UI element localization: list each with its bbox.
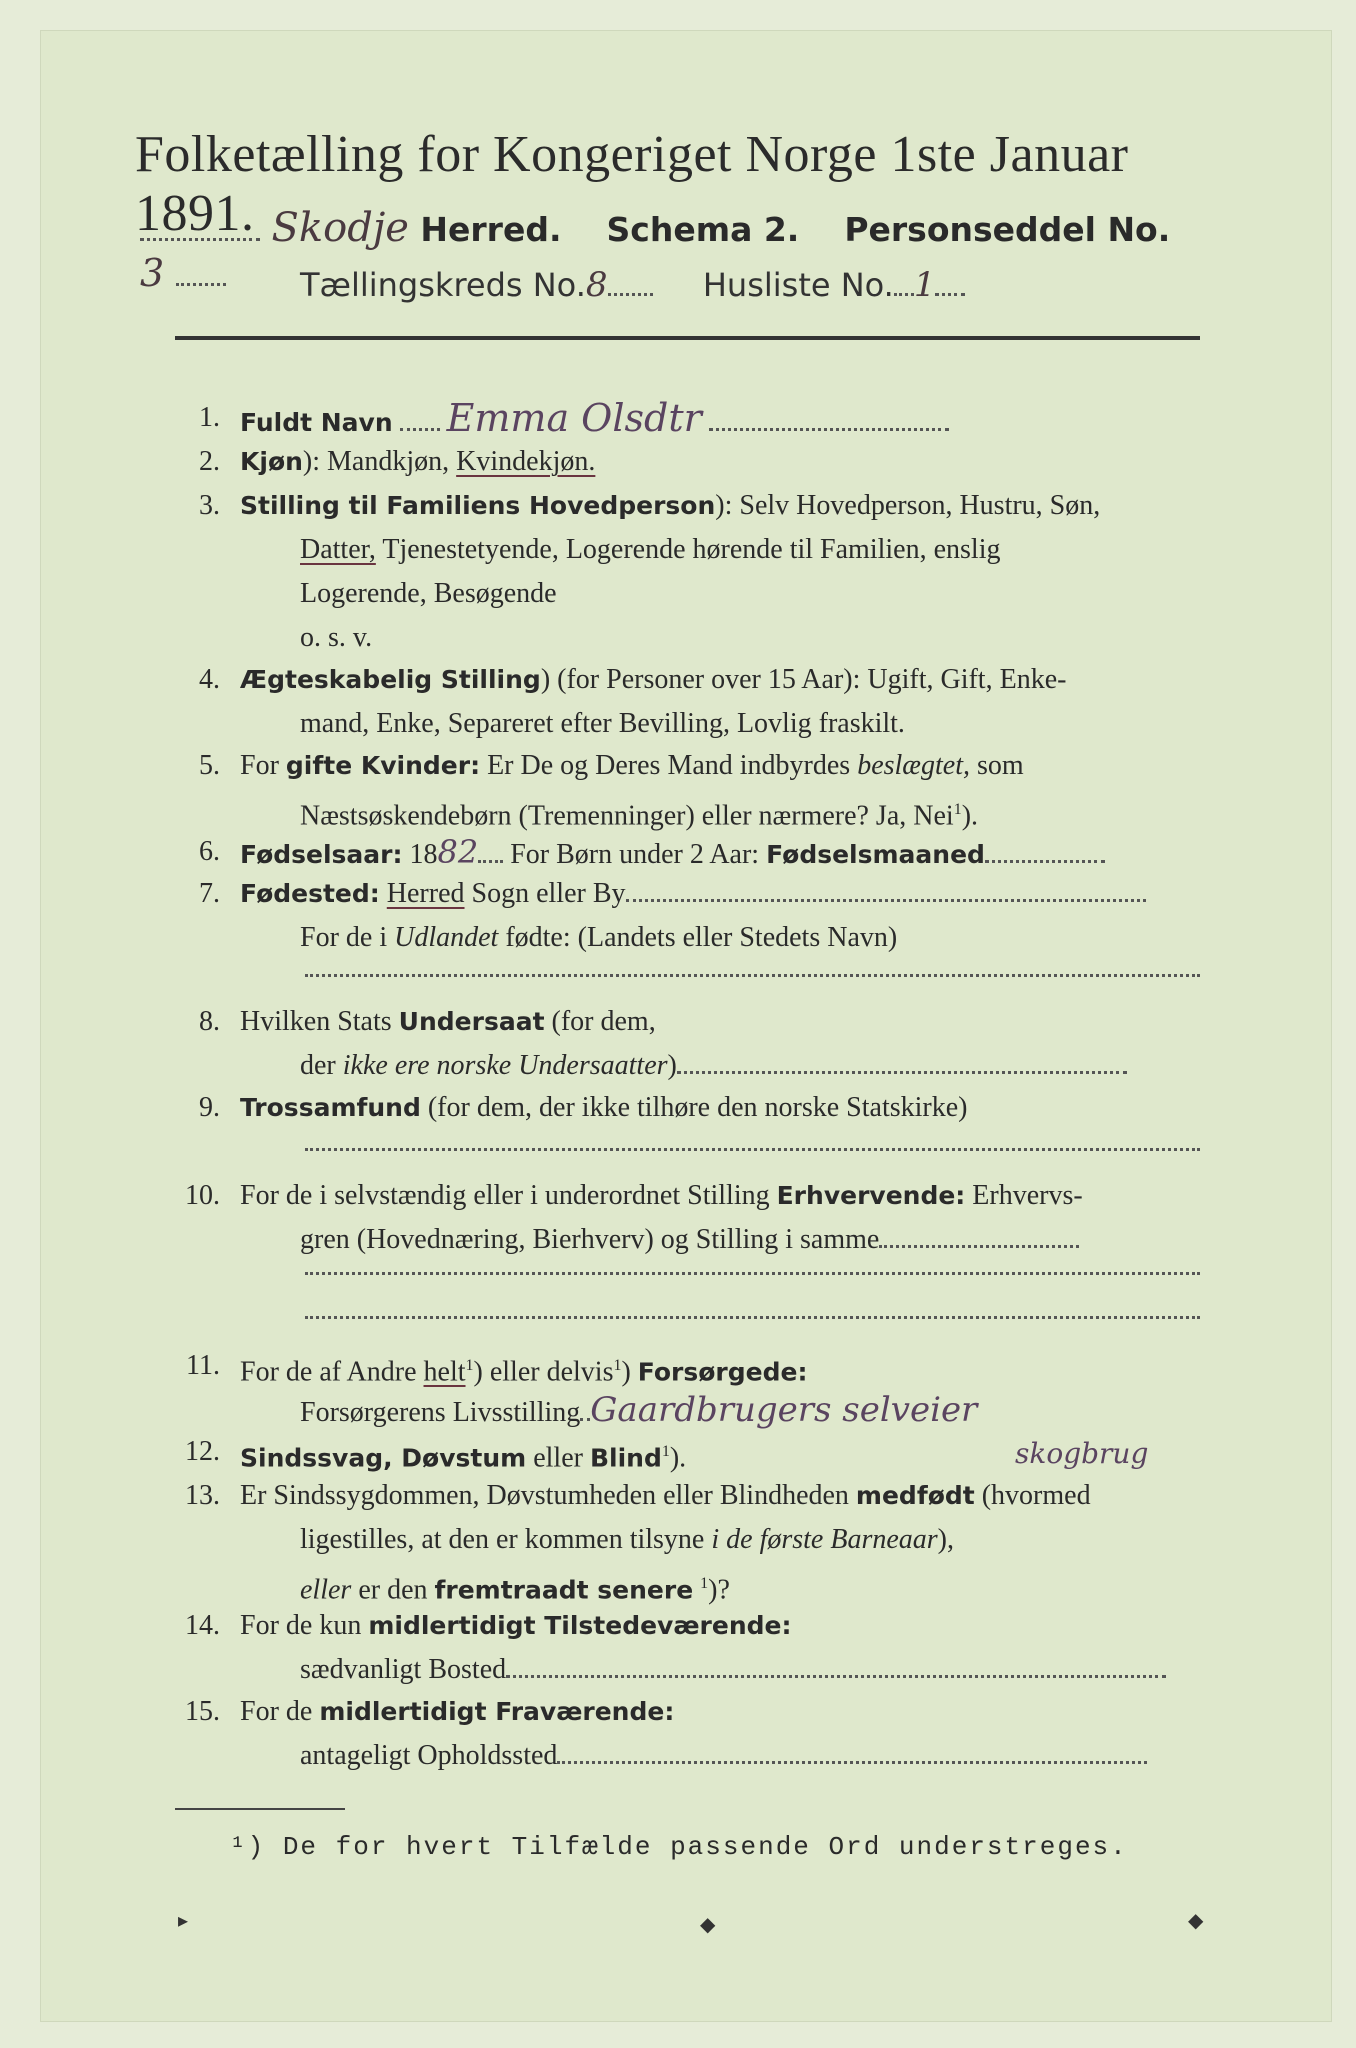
provider-occupation-note: skogbrug xyxy=(1015,1437,1149,1470)
item-number: 14. xyxy=(185,1610,220,1641)
married-women-label: gifte Kvinder: xyxy=(285,751,481,780)
temporary-present-label: midlertidigt Tilstedeværende: xyxy=(368,1611,792,1640)
marital-status-options: ) (for Personer over 15 Aar): Ugift, Gift, Enke- xyxy=(540,664,1067,695)
birthplace-label: Fødested: xyxy=(240,879,380,908)
item-number: 2. xyxy=(199,446,220,477)
corner-mark-icon: ▸ xyxy=(178,1908,189,1932)
text: ) eller delvis xyxy=(473,1356,614,1388)
text: (for dem, xyxy=(544,1006,656,1037)
occupation-label: Erhvervende: xyxy=(776,1181,966,1210)
leader-dots xyxy=(935,293,965,296)
text-italic: Udlandet xyxy=(394,922,499,953)
leader-dots xyxy=(176,283,226,286)
text: Erhvervs- xyxy=(965,1180,1083,1211)
item-number: 15. xyxy=(185,1696,220,1727)
item-7 xyxy=(175,872,1205,960)
text: )? xyxy=(708,1574,730,1606)
text: Hvilken Stats xyxy=(240,1006,399,1037)
birth-year-value: 82 xyxy=(437,833,479,871)
full-name-value: Emma Olsdtr xyxy=(446,396,702,440)
item-number: 12. xyxy=(185,1436,220,1467)
text: For de i selvstændig eller i underordnet Stilling xyxy=(240,1180,777,1211)
corner-mark-icon: ◆ xyxy=(700,1912,716,1936)
footnote-marker: ¹) xyxy=(230,1832,266,1862)
husliste-number: 1 xyxy=(913,265,936,305)
text: Er Sindssygdommen, Døvstumheden eller Blindheden xyxy=(240,1480,856,1511)
temporary-absent-label: midlertidigt Fraværende: xyxy=(319,1697,675,1726)
item-11: 11. For de af Andre helt$^1$) eller delvis$^1$) Forsørgede: Forsørgerens Livsstilling Gaardbrugers selveier skogbrug xyxy=(175,1344,1205,1432)
text: ) xyxy=(667,1050,677,1081)
text-italic: beslægtet, xyxy=(857,750,970,781)
blank-line xyxy=(305,1148,1200,1151)
birthplace-selected: Herred xyxy=(386,878,465,909)
birth-year-label: Fødselsaar: xyxy=(240,840,403,869)
text-italic: eller xyxy=(300,1574,352,1606)
footnote xyxy=(230,1832,1180,1862)
item-number: 10. xyxy=(185,1180,220,1211)
family-position-options-cont: Tjenestetyende, Logerende hørende til Familien, enslig xyxy=(375,534,1001,565)
family-position-selected: Datter, xyxy=(300,534,376,565)
item-9 xyxy=(175,1086,1205,1130)
item-4 xyxy=(175,658,1205,746)
birthplace-options: Sogn eller By xyxy=(464,878,626,909)
husliste-label: Husliste No. xyxy=(702,266,894,304)
text: fødte: (Landets eller Stedets Navn) xyxy=(498,922,898,953)
text: For de af Andre xyxy=(240,1356,424,1388)
text: er den xyxy=(351,1574,435,1606)
family-position-osv: o. s. v. xyxy=(300,622,373,653)
item-number: 9. xyxy=(199,1092,220,1123)
item-13: 13. Er Sindssygdommen, Døvstumheden eller Blindheden medfødt (hvormed ligestilles, at den er kommen tilsyne i de første Barneaar), eller er den fremtraadt senere $^1$)? xyxy=(175,1474,1205,1606)
item-number: 13. xyxy=(185,1480,220,1511)
full-name-label: Fuldt Navn xyxy=(240,408,393,437)
sex-selected: Kvindekjøn. xyxy=(456,446,596,477)
schema-label: Schema 2. xyxy=(606,210,800,249)
text: For Børn under 2 Aar: xyxy=(503,839,767,870)
text-italic: ikke ere norske Undersaatter xyxy=(342,1050,668,1081)
item-1 xyxy=(175,396,1205,440)
item-number: 3. xyxy=(199,490,220,521)
blank-line xyxy=(305,974,1200,977)
item-number: 6. xyxy=(199,836,220,867)
footnote-rule xyxy=(175,1808,345,1810)
item-8 xyxy=(175,1000,1205,1088)
text: Er De og Deres Mand indbyrdes xyxy=(480,750,858,781)
text: For de kun xyxy=(240,1610,369,1641)
item-number: 4. xyxy=(199,664,220,695)
later-onset-label: fremtraadt senere xyxy=(434,1575,694,1605)
leader-dots xyxy=(140,238,260,241)
marital-status-options-cont: mand, Enke, Separeret efter Bevilling, Lovlig fraskilt. xyxy=(300,708,905,739)
kreds-husliste-line xyxy=(300,265,1200,315)
item-3 xyxy=(175,484,1205,660)
corner-mark-icon: ◆ xyxy=(1188,1908,1204,1932)
item-number: 5. xyxy=(199,750,220,781)
text: der xyxy=(300,1050,343,1081)
family-position-options: ): Selv Hovedperson, Hustru, Søn, xyxy=(715,490,1101,521)
item-10 xyxy=(175,1174,1205,1262)
text: ligestilles, at den er kommen tilsyne xyxy=(300,1524,712,1555)
birth-year-prefix: 18 xyxy=(402,839,438,870)
disability-label: Sindssvag, Døvstum xyxy=(240,1443,527,1473)
item-12: 12. Sindssvag, Døvstum eller Blind$^1$). xyxy=(175,1430,1205,1474)
item-2 xyxy=(175,440,1205,484)
text: ). xyxy=(669,1442,687,1474)
kinship-question: Næstsøskendebørn (Tremenninger) eller nærmere? Ja, Nei xyxy=(300,800,954,832)
text: eller xyxy=(526,1442,590,1474)
text: (for dem, der ikke tilhøre den norske Statskirke) xyxy=(420,1092,968,1123)
blank-line xyxy=(305,1316,1200,1319)
item-6 xyxy=(175,830,1205,874)
text: Forsørgerens Livsstilling xyxy=(300,1397,581,1428)
probable-residence-label: antageligt Opholdssted xyxy=(300,1740,558,1771)
usual-residence-label: sædvanligt Bosted xyxy=(300,1654,507,1685)
family-position-options-end: Logerende, Besøgende xyxy=(300,578,557,609)
personseddel-number: 3 xyxy=(140,251,165,295)
text: ), xyxy=(937,1524,954,1555)
citizenship-label: Undersaat xyxy=(398,1007,545,1036)
leader-dots xyxy=(894,293,914,296)
text: For xyxy=(240,750,286,781)
supported-label: Forsørgede: xyxy=(637,1357,808,1387)
personseddel-label: Personseddel No. xyxy=(844,210,1171,249)
leader-dots xyxy=(608,293,653,296)
family-position-label: Stilling til Familiens Hovedperson xyxy=(240,491,716,520)
sex-options: ): Mandkjøn, xyxy=(302,446,457,477)
herred-handwritten: Skodje xyxy=(271,205,409,251)
religion-label: Trossamfund xyxy=(240,1093,421,1122)
item-number: 8. xyxy=(199,1006,220,1037)
marital-status-label: Ægteskabelig Stilling xyxy=(240,665,541,694)
item-number: 1. xyxy=(199,402,220,433)
text: (hvormed xyxy=(974,1480,1091,1511)
footnote-text: De for hvert Tilfælde passende Ord understreges. xyxy=(282,1832,1128,1862)
text: For de xyxy=(240,1696,320,1727)
text: gren (Hovednæring, Bierhverv) og Stilling i samme xyxy=(300,1224,880,1255)
text: For de i xyxy=(300,922,395,953)
blank-line xyxy=(305,1272,1200,1275)
item-5: 5. For gifte Kvinder: Er De og Deres Mand indbyrdes beslægtet, som Næstsøskendebørn (Tremenninger) eller nærmere? Ja, Nei$^1$). xyxy=(175,744,1205,832)
item-14 xyxy=(175,1604,1205,1692)
herred-label: Herred. xyxy=(420,210,562,249)
form-title: Folketælling for Kongeriget Norge 1ste Januar 1891. xyxy=(135,126,1129,242)
item-number: 7. xyxy=(199,878,220,909)
taellingskreds-number: 8 xyxy=(585,265,608,305)
supported-selected: helt xyxy=(423,1356,466,1388)
header-rule xyxy=(175,336,1200,340)
item-number: 11. xyxy=(186,1350,220,1381)
congenital-label: medfødt xyxy=(855,1481,975,1510)
item-15 xyxy=(175,1690,1205,1778)
blind-label: Blind xyxy=(589,1443,662,1473)
taellingskreds-label: Tællingskreds No. xyxy=(300,266,586,304)
text: ) xyxy=(621,1356,638,1388)
text-italic: i de første Barneaar xyxy=(711,1524,938,1555)
sex-label: Kjøn xyxy=(240,447,303,476)
text: som xyxy=(969,750,1024,781)
birth-month-label: Fødselsmaaned xyxy=(766,840,985,869)
provider-occupation-value: Gaardbrugers selveier xyxy=(590,1390,978,1430)
